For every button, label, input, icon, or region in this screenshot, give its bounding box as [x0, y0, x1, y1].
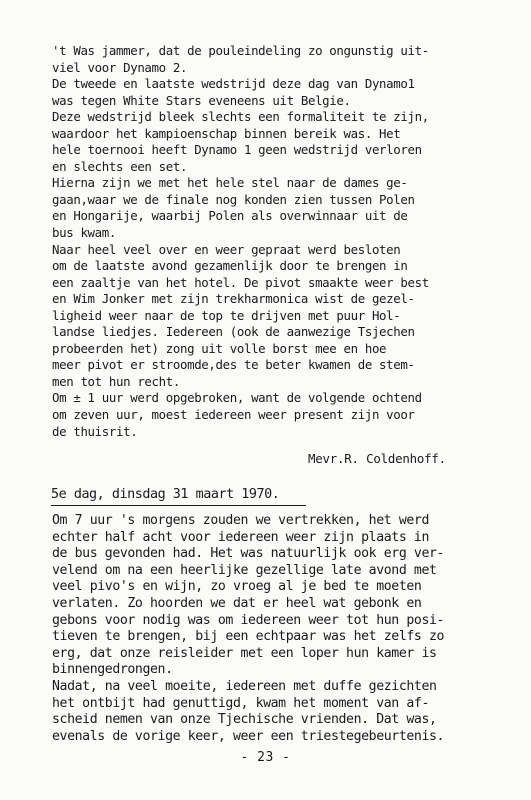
heading-underline — [51, 505, 306, 506]
text-line: de thuisrit. — [52, 423, 138, 439]
text-line: echter half acht voor iedereen weer zijn plaats in — [52, 529, 429, 545]
text-line: en Wim Jonker met zijn trekharmonica wist de gezel- — [52, 291, 415, 307]
text-line: De tweede en laatste wedstrijd deze dag van Dynamo1 — [52, 76, 415, 92]
author-signature: Mevr.R. Coldenhoff. — [308, 451, 446, 466]
text-line: hele toernooi heeft Dynamo 1 geen wedstrijd verloren — [52, 142, 422, 158]
text-line: om zeven uur, moest iedereen weer present zijn voor — [52, 407, 415, 423]
text-line: waardoor het kampioenschap binnen bereik was. Het — [52, 125, 401, 141]
text-line: landse liedjes. Iedereen (ook de aanwezige Tsjechen — [52, 324, 415, 340]
text-line: gebons voor nodig was om iedereen weer tot hun posi- — [52, 612, 445, 628]
text-line: en slechts een set. — [52, 158, 188, 174]
text-line: velend om na een heerlijke gezellige late avond met — [52, 562, 437, 578]
text-line: 't Was jammer, dat de pouleindeling zo ongunstig uit- — [52, 43, 429, 58]
text-line: Naar heel veel over en weer gepraat werd besloten — [52, 241, 401, 257]
text-line: scheid nemen van onze Tjechische vrienden. Dat was, — [52, 712, 437, 728]
day-heading: 5e dag, dinsdag 31 maart 1970. — [51, 487, 280, 502]
text-line: viel voor Dynamo 2. — [52, 59, 188, 75]
text-line: verlaten. Zo hoorden we dat er heel wat gebonk en — [52, 595, 422, 611]
text-line: Om ± 1 uur werd opgebroken, want de volgende ochtend — [52, 390, 422, 406]
text-line: Nadat, na veel moeite, iedereen met duffe gezichten — [52, 678, 437, 694]
text-line: men tot hun recht. — [52, 373, 180, 389]
text-line: tieven te brengen, bij een echtpaar was het zelfs zo — [52, 629, 445, 645]
text-line: binnengedrongen. — [52, 662, 173, 678]
text-line: meer pivot er stroomde,des te beter kwamen de stem- — [52, 357, 415, 373]
text-line: veel pivo's en wijn, zo vroeg al je bed te moeten — [52, 579, 422, 595]
text-line: het ontbijt had genuttigd, kwam het moment van af- — [52, 695, 429, 711]
text-line: evenals de vorige keer, weer een triestegebeurtenis. — [52, 728, 445, 744]
text-line: gaan,waar we de finale nog konden zien tussen Polen — [52, 191, 415, 207]
text-line: was tegen White Stars eveneens uit Belgie. — [52, 92, 351, 108]
text-line: om de laatste avond gezamenlijk door te brengen in — [52, 258, 408, 274]
text-line: een zaaltje van het hotel. De pivot smaakte weer best — [52, 274, 429, 290]
text-line: de bus gevonden had. Het was natuurlijk ook erg ver- — [52, 546, 445, 562]
text-line: Om 7 uur 's morgens zouden we vertrekken, het werd — [52, 513, 429, 528]
text-line: erg, dat onze reisleider met een loper hun kamer is — [52, 645, 437, 661]
text-line: bus kwam. — [52, 225, 116, 241]
text-line: ligheid weer naar de top te drijven met puur Hol- — [52, 307, 401, 323]
report-text-section — [52, 43, 512, 440]
text-line: Hierna zijn we met het hele stel naar de dames ge- — [52, 175, 408, 191]
text-line: Deze wedstrijd bleek slechts een formaliteit te zijn, — [52, 109, 429, 125]
text-line: en Hongarije, waarbij Polen als overwinnaar uit de — [52, 208, 408, 224]
day-five-text-section — [52, 513, 512, 745]
page-number: - 23 - — [240, 750, 291, 765]
text-line: probeerden het) zong uit volle borst mee en hoe — [52, 340, 387, 356]
